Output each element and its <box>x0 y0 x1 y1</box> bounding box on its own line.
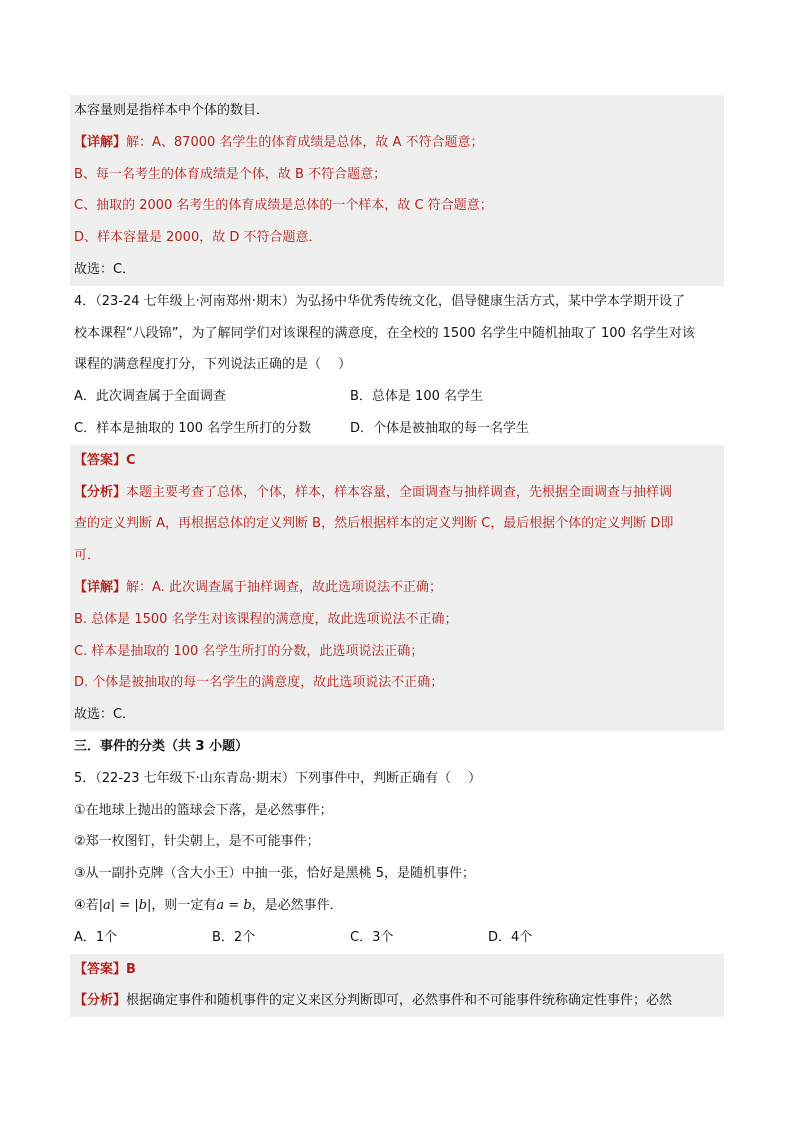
text: 解：A. 此次调查属于抽样调查，故此选项说法不正确； <box>126 579 442 595</box>
option-b: B．2个 <box>212 929 256 945</box>
detail-line <box>70 127 724 159</box>
text: ，是必然事件． <box>251 897 343 913</box>
answer-tag: 【答案】 <box>74 961 127 977</box>
text: ，则一定有 <box>151 897 217 913</box>
text: ①在地球上抛出的篮球会下落，是必然事件； <box>74 802 333 818</box>
answer-line <box>70 954 724 986</box>
option-a: A．1个 <box>74 929 118 945</box>
text: 本容量则是指样本中个体的数目． <box>74 103 270 118</box>
option-a: A．此次调查属于全面调查 <box>74 389 226 405</box>
option-c: C．3个 <box>350 929 394 945</box>
analysis-tag: 【分析】 <box>74 993 127 1009</box>
text: C、抽取的 2000 名考生的体育成绩是总体的一个样本，故 C 符合题意； <box>74 198 493 214</box>
analysis-line <box>70 508 724 540</box>
text: 4．（23-24 七年级上·河南郑州·期末）为弘扬中华优秀传统文化，倡导健康生活方式，某中学本学期开设了 <box>74 293 685 309</box>
text: 课程的满意程度打分，下列说法正确的是（ ） <box>74 357 352 373</box>
detail-line <box>70 222 724 254</box>
text: C. 样本是抽取的 100 名学生所打的分数，此选项说法正确； <box>74 643 424 659</box>
text: B. 总体是 1500 名学生对该课程的满意度，故此选项说法不正确； <box>74 611 458 627</box>
math-expression: |a| = |b| <box>98 897 152 913</box>
detail-tag: 【详解】 <box>74 134 127 150</box>
detail-line <box>70 190 724 222</box>
solution-line <box>70 95 724 127</box>
option-d: D．4个 <box>488 929 533 945</box>
math-expression: a = b <box>216 897 252 913</box>
question-stem <box>70 349 724 381</box>
text: 三．事件的分类（共 3 小题） <box>74 738 249 754</box>
text: 校本课程“八段锦”，为了解同学们对该课程的满意度，在全校的 1500 名学生中随机抽取了 100 名学生对该 <box>74 325 695 341</box>
document-page <box>70 95 724 1017</box>
detail-line <box>70 159 724 191</box>
text: D、样本容量是 2000，故 D 不符合题意． <box>74 230 322 246</box>
statement-item <box>70 858 724 890</box>
text: 本题主要考查了总体，个体，样本，样本容量，全面调查与抽样调查，先根据全面调查与抽样调 <box>126 484 673 500</box>
text: 可． <box>74 548 101 564</box>
question-stem <box>70 286 724 318</box>
choice-line <box>70 254 724 286</box>
choice-line <box>70 699 724 731</box>
detail-tag: 【详解】 <box>74 579 127 595</box>
text: 故选：C． <box>74 707 136 723</box>
option-c: C．样本是抽取的 100 名学生所打的分数 <box>74 420 312 436</box>
text: 5．（22-23 七年级下·山东青岛·期末）下列事件中，判断正确有（ ） <box>74 770 482 786</box>
option-d: D．个体是被抽取的每一名学生 <box>350 420 530 436</box>
section-heading <box>70 731 724 763</box>
answer-line <box>70 445 724 477</box>
analysis-line <box>70 985 724 1017</box>
statement-item <box>70 826 724 858</box>
detail-line <box>70 667 724 699</box>
answer-value: C <box>126 452 136 468</box>
text: ②郑一枚图钉，针尖朝上，是不可能事件； <box>74 834 320 850</box>
text: ④若 <box>74 897 99 913</box>
option-row <box>70 413 724 445</box>
option-row <box>70 381 724 413</box>
detail-line <box>70 604 724 636</box>
option-b: B．总体是 100 名学生 <box>350 389 483 405</box>
statement-item <box>70 890 724 922</box>
analysis-line <box>70 477 724 509</box>
text: 根据确定事件和随机事件的定义来区分判断即可，必然事件和不可能事件统称确定性事件；必然 <box>126 993 673 1009</box>
question-stem <box>70 763 724 795</box>
answer-value: B <box>126 961 136 977</box>
text: D. 个体是被抽取的每一名学生的满意度，故此选项说法不正确； <box>74 675 444 691</box>
detail-line <box>70 636 724 668</box>
text: 故选：C． <box>74 261 136 277</box>
text: 查的定义判断 A，再根据总体的定义判断 B，然后根据样本的定义判断 C，最后根据个体的定义判断 D即 <box>74 516 674 532</box>
text: B、每一名考生的体育成绩是个体，故 B 不符合题意； <box>74 166 387 182</box>
question-stem <box>70 318 724 350</box>
text: ③从一副扑克牌（含大小王）中抽一张，恰好是黑桃 5，是随机事件； <box>74 866 476 882</box>
answer-tag: 【答案】 <box>74 452 127 468</box>
text: 解：A、87000 名学生的体育成绩是总体，故 A 不符合题意； <box>126 134 484 150</box>
option-row <box>70 922 724 954</box>
analysis-line <box>70 540 724 572</box>
detail-line <box>70 572 724 604</box>
analysis-tag: 【分析】 <box>74 484 127 500</box>
statement-item <box>70 795 724 827</box>
